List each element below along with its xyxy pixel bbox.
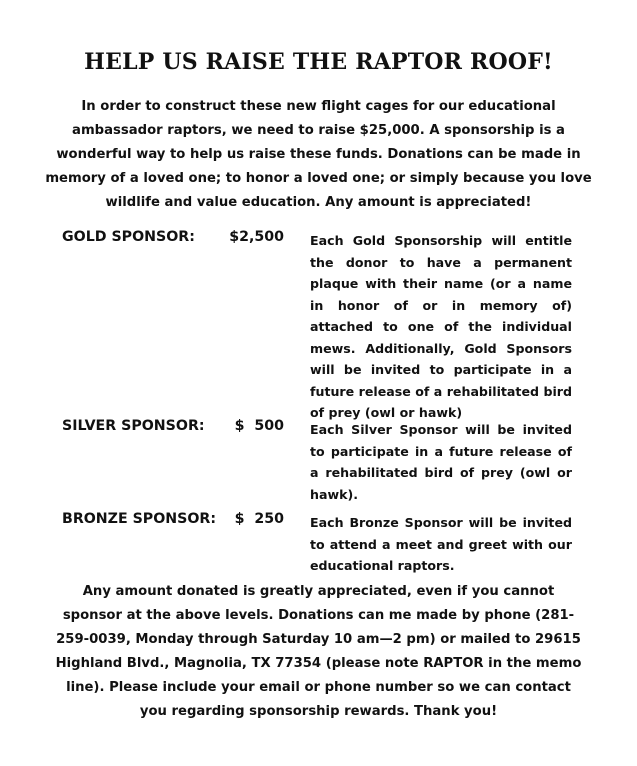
- silver-tier-name: SILVER SPONSOR:: [62, 418, 205, 434]
- intro-paragraph: In order to construct these new flight cages for our educational ambassador raptors, we need to raise $25,000. A sponsorship is a wonderful way to help us raise these funds. Donations can be made in memory of a loved one; to honor a loved one; or simply because you love wildlife and value education. Any amount is appreciated!: [45, 99, 592, 210]
- gold-tier-name: GOLD SPONSOR:: [62, 229, 195, 245]
- bronze-tier-name: BRONZE SPONSOR:: [62, 511, 217, 527]
- gold-tier-amount: $2,500: [229, 229, 284, 245]
- silver-tier-amount: $ 500: [234, 418, 284, 434]
- flyer-title: HELP US RAISE THE RAPTOR ROOF!: [84, 49, 553, 75]
- bronze-tier-amount: $ 250: [234, 511, 284, 527]
- silver-tier-description: Each Silver Sponsor will be invited to participate in a future release of a rehabilitated bird of prey (owl or hawk).: [310, 422, 572, 502]
- gold-tier-description: Each Gold Sponsorship will entitle the donor to have a permanent plaque with their name (or a name in honor of or in memory of) attached to one of the individual mews. Additionally, Gold Sponsors will be invited to participate in a future release of a rehabilitated bird of prey (owl or hawk): [310, 233, 572, 420]
- closing-paragraph: Any amount donated is greatly appreciated, even if you cannot sponsor at the above levels. Donations can me made by phone (281-259-0039, Monday through Saturday 10 am—2 pm) or mailed to 29615 Highland Blvd., Magnolia, TX 77354 (please note RAPTOR in the memo line). Please include your email or phone number so we can contact you regarding sponsorship rewards. Thank you!: [55, 584, 582, 719]
- bronze-tier-description: Each Bronze Sponsor will be invited to attend a meet and greet with our educational raptors.: [310, 515, 572, 573]
